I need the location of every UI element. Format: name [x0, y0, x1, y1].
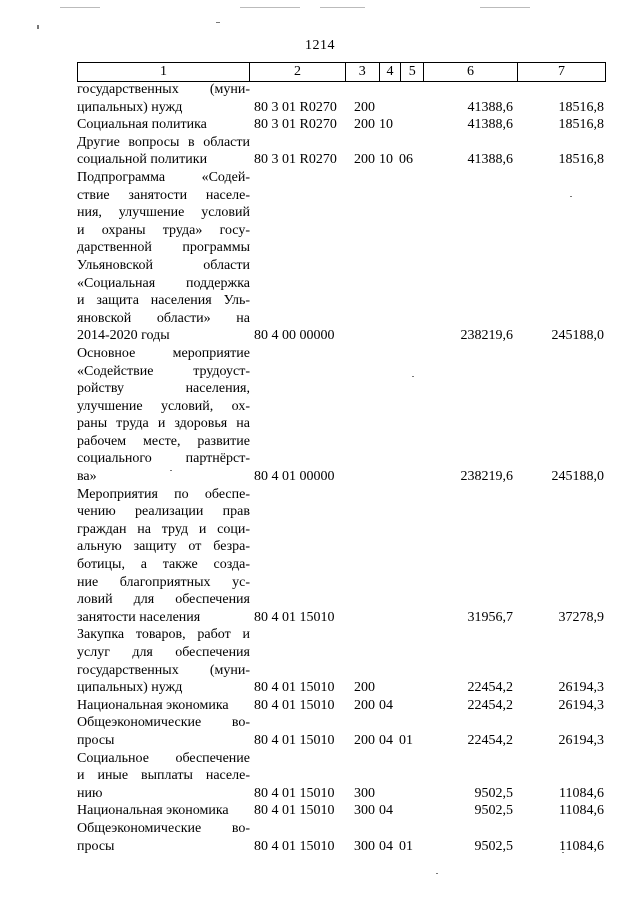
- table-body: [77, 81, 617, 855]
- column-header-3: 3: [345, 63, 379, 81]
- amount-year-2: 245188,0: [551, 469, 604, 485]
- row-name-line: государственных (муни-: [77, 82, 250, 97]
- table-header: [77, 62, 606, 82]
- row-name-line: «Социальная поддержка: [77, 275, 250, 291]
- table-row: [77, 626, 617, 696]
- row-name: [77, 697, 250, 715]
- table-row: [77, 116, 617, 134]
- row-name: [77, 169, 250, 345]
- row-name-line: ройству населения,: [77, 381, 250, 397]
- expense-type: 300: [354, 785, 375, 801]
- subsection: 01: [399, 838, 413, 854]
- row-name-line: государственных (муни-: [77, 662, 250, 678]
- expense-type: 300: [354, 838, 375, 854]
- row-name-line: Социальное обеспечение: [77, 750, 250, 766]
- table-row: [77, 714, 617, 749]
- amount-year-2: 18516,8: [558, 117, 604, 133]
- row-name-line: просы: [77, 732, 115, 748]
- expense-type: 200: [354, 732, 375, 748]
- section: 04: [379, 838, 393, 854]
- table-row: [77, 697, 617, 715]
- amount-year-2: 26194,3: [558, 732, 604, 748]
- row-name: [77, 486, 250, 627]
- scan-speck: [436, 873, 438, 874]
- row-name-line: рабочем месте, развитие: [77, 433, 250, 449]
- amount-year-1: 41388,6: [467, 99, 513, 115]
- row-name-line: ва»: [77, 469, 97, 485]
- row-name-line: нию: [77, 785, 103, 801]
- row-name-line: яновской области» на: [77, 310, 250, 326]
- row-name: [77, 820, 250, 855]
- scan-speck: [37, 25, 39, 29]
- row-name-line: граждан на труд и соци-: [77, 521, 250, 537]
- scan-artifact: [480, 7, 530, 8]
- table-row: [77, 802, 617, 820]
- target-code: 80 4 01 15010: [254, 732, 335, 748]
- row-name: [77, 802, 250, 820]
- expense-type: 200: [354, 680, 375, 696]
- amount-year-2: 18516,8: [558, 99, 604, 115]
- row-name-line: Национальная экономика: [77, 697, 229, 713]
- amount-year-2: 26194,3: [558, 680, 604, 696]
- row-name-line: ствие занятости населе-: [77, 187, 250, 203]
- scan-artifact: [240, 7, 300, 8]
- amount-year-1: 22454,2: [467, 697, 513, 713]
- amount-year-1: 31956,7: [467, 609, 513, 625]
- amount-year-2: 11084,6: [559, 838, 604, 854]
- section: 10: [379, 117, 393, 133]
- target-code: 80 4 01 15010: [254, 803, 335, 819]
- row-name-line: Общеэкономические во-: [77, 820, 250, 836]
- row-name-line: дарственной программы: [77, 240, 250, 256]
- column-header-2: 2: [249, 63, 345, 81]
- row-name: [77, 626, 250, 696]
- row-name-line: ципальных) нужд: [77, 99, 183, 115]
- column-header-6: 6: [423, 63, 517, 81]
- expense-type: 200: [354, 152, 375, 168]
- column-header-1: 1: [160, 64, 168, 79]
- page-number: 1214: [305, 38, 335, 53]
- row-name: [77, 81, 250, 116]
- row-name-line: чению реализации прав: [77, 504, 250, 520]
- amount-year-2: 37278,9: [558, 609, 604, 625]
- table-row: [77, 486, 617, 627]
- row-name-line: ловий для обеспечения: [77, 592, 250, 608]
- amount-year-2: 245188,0: [551, 328, 604, 344]
- row-name-line: Национальная экономика: [77, 803, 229, 819]
- amount-year-2: 11084,6: [559, 803, 604, 819]
- row-name-line: улучшение условий, ох-: [77, 398, 250, 414]
- expense-type: 300: [354, 803, 375, 819]
- scan-speck: [216, 22, 220, 23]
- row-name-line: услуг для обеспечения: [77, 645, 250, 660]
- amount-year-2: 26194,3: [558, 697, 604, 713]
- column-header-5: 5: [400, 63, 423, 81]
- table-row: [77, 169, 617, 345]
- amount-year-1: 22454,2: [467, 680, 513, 696]
- subsection: 01: [399, 732, 413, 748]
- amount-year-2: 18516,8: [558, 152, 604, 168]
- row-name-line: Мероприятия по обеспе-: [77, 486, 250, 502]
- row-name-line: ние благоприятных ус-: [77, 574, 250, 590]
- section: 04: [379, 803, 393, 819]
- section: 04: [379, 732, 393, 748]
- target-code: 80 4 01 15010: [254, 785, 335, 801]
- amount-year-1: 238219,6: [460, 469, 513, 485]
- row-name-line: ния, улучшение условий: [77, 205, 250, 221]
- row-name: [77, 345, 250, 486]
- row-name-line: и охраны труда» госу-: [77, 222, 250, 238]
- section: 10: [379, 152, 393, 168]
- row-name-line: ципальных) нужд: [77, 680, 183, 696]
- row-name-line: Общеэкономические во-: [77, 715, 250, 731]
- section: 04: [379, 697, 393, 713]
- amount-year-1: 238219,6: [460, 328, 513, 344]
- row-name-line: Основное мероприятие: [77, 345, 250, 361]
- row-name: [77, 714, 250, 749]
- target-code: 80 4 01 15010: [254, 609, 335, 625]
- table-row: [77, 750, 617, 803]
- amount-year-1: 9502,5: [474, 803, 513, 819]
- table-row: [77, 81, 617, 116]
- target-code: 80 4 01 15010: [254, 697, 335, 713]
- row-name-line: Социальная политика: [77, 117, 207, 133]
- expense-type: 200: [354, 99, 375, 115]
- amount-year-1: 41388,6: [467, 117, 513, 133]
- target-code: 80 3 01 R0270: [254, 99, 337, 115]
- target-code: 80 3 01 R0270: [254, 117, 337, 133]
- row-name-line: Другие вопросы в области: [77, 134, 250, 150]
- row-name-line: Подпрограмма «Содей-: [77, 169, 250, 185]
- scan-artifact: [320, 7, 365, 8]
- expense-type: 200: [354, 697, 375, 713]
- row-name-line: просы: [77, 838, 115, 854]
- amount-year-1: 9502,5: [474, 785, 513, 801]
- row-name-line: «Содействие трудоуст-: [77, 363, 250, 379]
- target-code: 80 4 01 15010: [254, 680, 335, 696]
- amount-year-1: 41388,6: [467, 152, 513, 168]
- row-name-line: Закупка товаров, работ и: [77, 627, 250, 643]
- row-name: [77, 134, 250, 169]
- row-name-line: социальной политики: [77, 152, 208, 168]
- amount-year-2: 11084,6: [559, 785, 604, 801]
- row-name-line: альную защиту от безра-: [77, 539, 250, 555]
- table-row: [77, 134, 617, 169]
- amount-year-1: 9502,5: [474, 838, 513, 854]
- target-code: 80 4 01 15010: [254, 838, 335, 854]
- row-name-line: ботицы, а также созда-: [77, 557, 250, 573]
- column-header-4: 4: [379, 63, 401, 81]
- column-header-7: 7: [517, 63, 605, 81]
- target-code: 80 4 00 00000: [254, 328, 335, 344]
- row-name-line: Ульяновской области: [77, 257, 250, 273]
- row-name-line: и иные выплаты населе-: [77, 768, 250, 784]
- row-name-line: 2014-2020 годы: [77, 328, 170, 344]
- amount-year-1: 22454,2: [467, 732, 513, 748]
- target-code: 80 3 01 R0270: [254, 152, 337, 168]
- expense-type: 200: [354, 117, 375, 133]
- scan-artifact: [60, 7, 100, 8]
- row-name-line: раны труда и здоровья на: [77, 416, 250, 432]
- table-row: [77, 820, 617, 855]
- row-name: [77, 116, 250, 134]
- target-code: 80 4 01 00000: [254, 469, 335, 485]
- table-row: [77, 345, 617, 486]
- row-name-line: занятости населения: [77, 609, 201, 625]
- row-name-line: и защита населения Уль-: [77, 293, 250, 309]
- row-name-line: социального партнёрст-: [77, 451, 250, 467]
- row-name: [77, 750, 250, 803]
- subsection: 06: [399, 152, 413, 168]
